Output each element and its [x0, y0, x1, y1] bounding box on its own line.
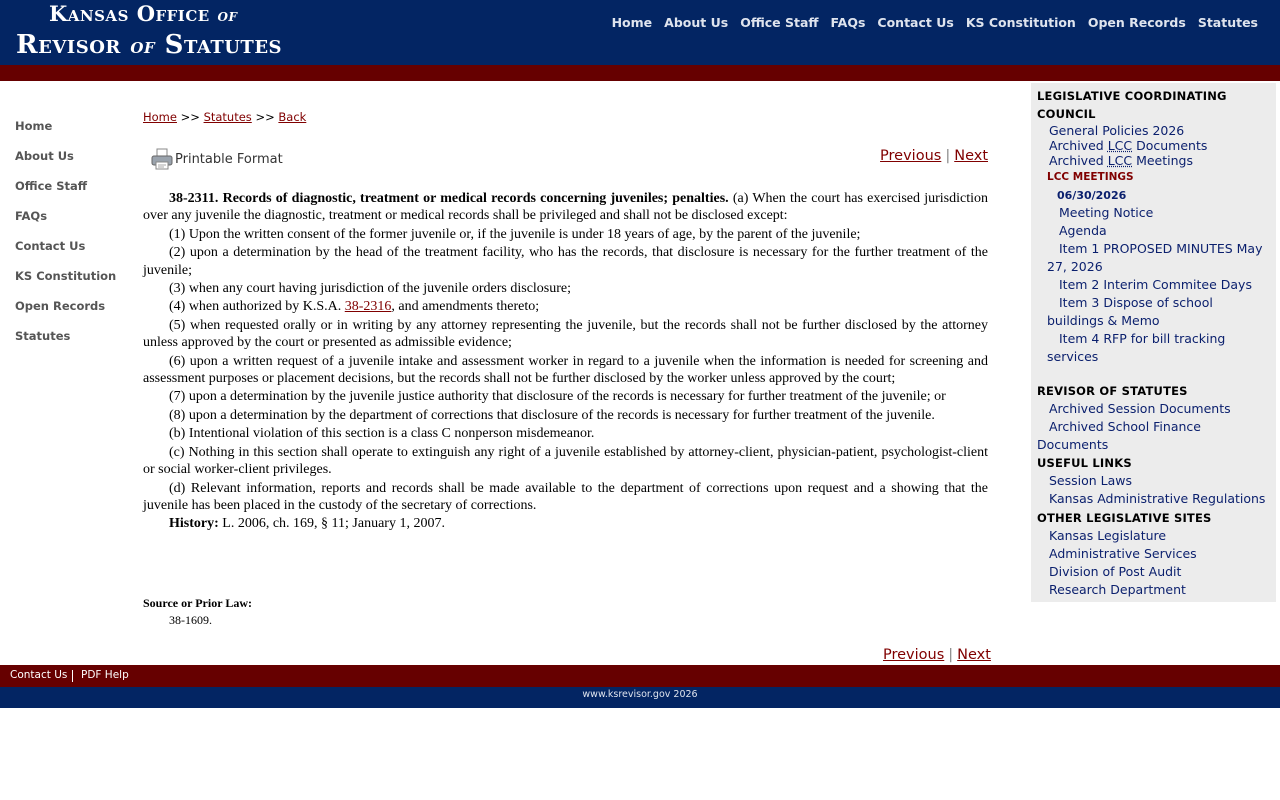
previous-link-bottom[interactable]: Previous: [883, 647, 945, 663]
statute-paragraph-5: (5) when requested orally or in writing by any attorney representing the juvenile, but the records shall not be further disclosed by the attorney unless approved by the court or presented as admissible evidence;: [143, 317, 988, 351]
revisor-heading: REVISOR OF STATUTES: [1037, 384, 1188, 398]
lcc-heading: LEGISLATIVE COORDINATING: [1037, 89, 1227, 103]
logo-text-statutes: Statutes: [155, 30, 283, 60]
item1-link-cont[interactable]: 27, 2026: [1047, 259, 1103, 274]
archived-lcc-meetings-link[interactable]: [1049, 153, 1193, 168]
top-navigation: [612, 15, 1258, 30]
item1-link[interactable]: Item 1 PROPOSED MINUTES May: [1059, 241, 1263, 256]
footer-copyright: www.ksrevisor.gov 2026: [0, 687, 1280, 708]
statute-paragraph-3: (3) when any court having jurisdiction of the juvenile orders disclosure;: [169, 281, 572, 297]
statute-paragraph-2: (2) upon a determination by the head of the treatment facility, who has the records, that disclosure is necessary for the further treatment of the juvenile;: [143, 245, 988, 278]
left-nav-statutes[interactable]: Statutes: [15, 329, 71, 343]
archived-school-finance-link-cont[interactable]: Documents: [1037, 437, 1109, 452]
footer-divider: [72, 670, 73, 682]
main-content: [143, 110, 988, 627]
footer-contact-us[interactable]: Contact Us: [10, 669, 68, 681]
session-laws-link[interactable]: Session Laws: [1049, 473, 1133, 488]
printer-icon: [151, 148, 173, 170]
breadcrumb-back[interactable]: Back: [278, 110, 307, 124]
archived-school-finance-link[interactable]: Archived School Finance: [1049, 419, 1201, 434]
item4-link[interactable]: Item 4 RFP for bill tracking: [1059, 331, 1226, 346]
source-heading: Source or Prior Law:: [143, 596, 252, 610]
previous-link[interactable]: Previous: [880, 148, 942, 164]
pager-separator: |: [948, 647, 954, 663]
statute-paragraph-6: (6) upon a written request of a juvenile intake and assessment worker in regard to a juvenile when the information is needed for screening and assessment purposes or placement decisions, but the records shall not be further disclosed by the worker unless approved by the court;: [143, 353, 988, 387]
statute-paragraph-1: (1) Upon the written consent of the former juvenile or, if the juvenile is under 18 years of age, by the parent of the juvenile;: [169, 226, 861, 242]
printable-format-link[interactable]: [151, 148, 283, 170]
top-nav-office-staff[interactable]: Office Staff: [740, 15, 819, 30]
item3-link-cont[interactable]: buildings & Memo: [1047, 313, 1160, 328]
post-audit-link[interactable]: Division of Post Audit: [1049, 564, 1182, 579]
top-nav-contact-us[interactable]: Contact Us: [877, 15, 954, 30]
top-nav-ks-constitution[interactable]: KS Constitution: [965, 15, 1076, 30]
documents-suffix: Documents: [1132, 138, 1208, 153]
source-prior-law: [143, 596, 252, 628]
item4-link-cont[interactable]: services: [1047, 349, 1099, 364]
breadcrumb-separator: >>: [180, 110, 200, 124]
statute-history: [143, 515, 988, 532]
top-nav-about-us[interactable]: About Us: [664, 15, 729, 30]
pager-separator: |: [945, 148, 951, 164]
source-value: 38-1609.: [169, 613, 212, 627]
left-nav-ks-constitution[interactable]: KS Constitution: [15, 269, 117, 283]
statute-text-4b: , and amendments thereto;: [391, 299, 540, 315]
pager-bottom: [883, 647, 991, 663]
logo-text-of: of: [217, 5, 238, 25]
item3-link[interactable]: Item 3 Dispose of school: [1059, 295, 1213, 310]
meeting-notice-link[interactable]: Meeting Notice: [1059, 205, 1154, 220]
statute-paragraph-a: [143, 190, 988, 225]
useful-links-heading: USEFUL LINKS: [1037, 456, 1132, 470]
item2-link[interactable]: Item 2 Interim Commitee Days: [1059, 277, 1252, 292]
breadcrumb-separator: >>: [255, 110, 275, 124]
statute-text-a: (a) When the court has exercised jurisdiction over any juvenile the diagnostic, treatment or medical records shall be privileged and shall not be disclosed except:: [143, 191, 988, 224]
top-nav-faqs[interactable]: FAQs: [830, 15, 866, 30]
left-nav-office-staff[interactable]: Office Staff: [15, 179, 88, 193]
top-nav-open-records[interactable]: Open Records: [1087, 15, 1186, 30]
statute-paragraph-7: (7) upon a determination by the juvenile justice authority that disclosure of the records is necessary for further treatment of the juvenile; or: [169, 389, 946, 405]
next-link-bottom[interactable]: Next: [957, 647, 991, 663]
statute-paragraph-b: (b) Intentional violation of this section is a class C nonperson misdemeanor.: [169, 426, 595, 442]
site-header: [0, 0, 1280, 65]
top-nav-home[interactable]: Home: [611, 15, 653, 30]
statute-paragraph-4: [143, 298, 988, 315]
lcc-meetings-heading: LCC MEETINGS: [1047, 171, 1134, 183]
archived-session-documents-link[interactable]: Archived Session Documents: [1049, 401, 1231, 416]
printable-format-label: Printable Format: [175, 151, 283, 167]
logo-text-line1: Kansas Office: [49, 1, 218, 26]
breadcrumb-home[interactable]: Home: [143, 110, 177, 124]
footer-links-bar: [0, 665, 1280, 687]
right-sidebar: [1031, 83, 1276, 602]
archived-lcc-documents-link[interactable]: [1049, 138, 1207, 153]
left-nav-contact-us[interactable]: Contact Us: [15, 239, 86, 253]
next-link[interactable]: Next: [954, 148, 988, 164]
meeting-date: 06/30/2026: [1057, 189, 1127, 202]
archived-prefix: Archived: [1049, 138, 1108, 153]
lcc-abbr: LCC: [1107, 153, 1133, 168]
statute-link-38-2316[interactable]: 38-2316: [344, 299, 392, 315]
kar-link[interactable]: Kansas Administrative Regulations: [1049, 491, 1266, 506]
logo-text-revisor: Revisor: [16, 30, 131, 60]
kansas-legislature-link[interactable]: Kansas Legislature: [1049, 528, 1167, 543]
logo-text-of2: of: [130, 33, 156, 58]
lcc-heading-line2: COUNCIL: [1037, 107, 1096, 121]
meetings-suffix: Meetings: [1132, 153, 1193, 168]
left-nav-about-us[interactable]: About Us: [15, 149, 74, 163]
statute-paragraph-8: (8) upon a determination by the department of corrections that disclosure of the records is necessary for further treatment of the juvenile.: [169, 407, 935, 423]
left-navigation: [15, 117, 116, 357]
statute-text-4a: (4) when authorized by K.S.A.: [169, 299, 345, 315]
statute-paragraph-d: (d) Relevant information, reports and records shall be made available to the department of corrections upon request and a showing that the juvenile has been placed in the custody of the secretary of corrections.: [143, 480, 988, 513]
breadcrumb-statutes[interactable]: Statutes: [203, 110, 252, 124]
agenda-link[interactable]: Agenda: [1059, 223, 1107, 238]
left-nav-home[interactable]: Home: [15, 119, 53, 133]
breadcrumb: [143, 110, 988, 124]
other-sites-heading: OTHER LEGISLATIVE SITES: [1037, 511, 1212, 525]
statute-paragraph-c: (c) Nothing in this section shall operate to extinguish any right of a juvenile established by attorney-client, physician-patient, psychologist-client or social worker-client privileges.: [143, 444, 988, 478]
top-nav-statutes[interactable]: Statutes: [1197, 15, 1258, 30]
history-label: History:: [169, 516, 219, 532]
research-department-link[interactable]: Research Department: [1049, 582, 1186, 597]
statute-text: [143, 190, 988, 534]
header-accent-bar: [0, 65, 1280, 81]
lcc-abbr: LCC: [1107, 138, 1133, 153]
footer-pdf-help[interactable]: PDF Help: [81, 669, 129, 681]
left-nav-open-records[interactable]: Open Records: [15, 299, 106, 313]
statute-title: 38-2311. Records of diagnostic, treatment or medical records concerning juveniles; penalties.: [169, 191, 729, 206]
administrative-services-link[interactable]: Administrative Services: [1049, 546, 1197, 561]
pager-top: [880, 148, 988, 164]
left-nav-faqs[interactable]: FAQs: [15, 209, 48, 223]
history-text: L. 2006, ch. 169, § 11; January 1, 2007.: [218, 516, 445, 532]
general-policies-link[interactable]: General Policies 2026: [1049, 123, 1185, 138]
archived-prefix: Archived: [1049, 153, 1108, 168]
